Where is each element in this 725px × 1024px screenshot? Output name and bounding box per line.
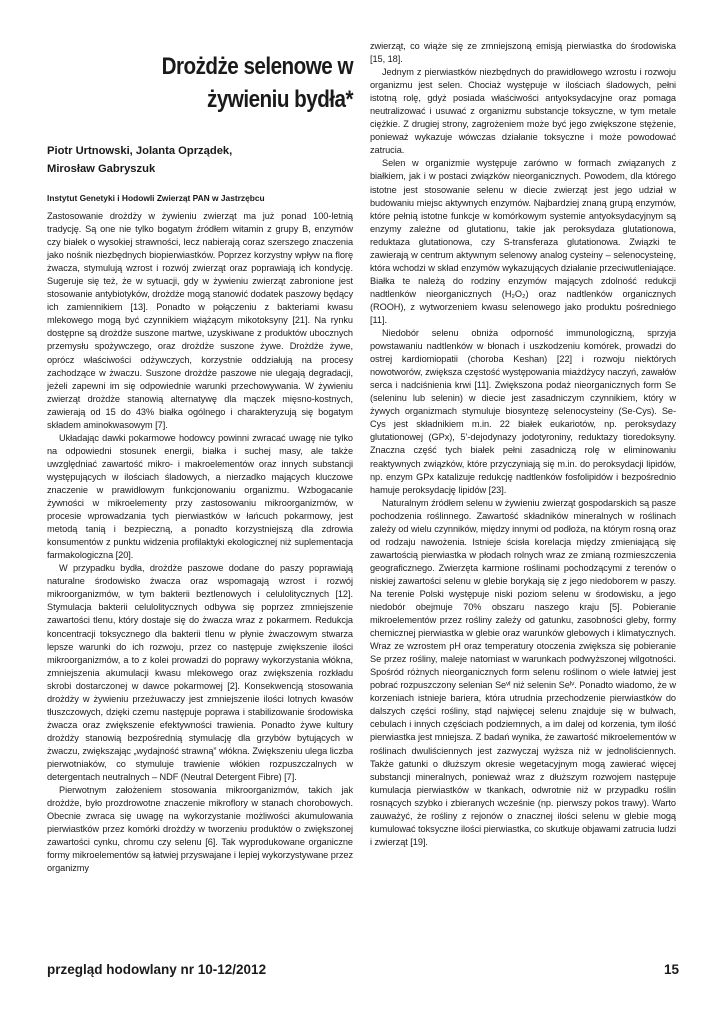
paragraph: Selen w organizmie występuje zarówno w formach związanych z białkiem, jak i w postaci związków nieorganicznych. Powodem, dla którego istotne jest stosowanie selenu w diecie zwierząt jest jego udział w budowaniu miejsc aktywnych enzymów. Najbardziej znaną grupą enzymów, które pełnią istotne funkcje w komórkowym systemie antyoksydacyjnym są enzymy zależne od glutationu, takie jak peroksydaza glutationowa, reduktaza glutationowa, czy S-transferaza glutationowa. Związki te zawierają w centrum aktywnym selenowy analog cysteiny – selenocysteinę, która wchodzi w skład enzymów wykazujących działanie przeciwutleniające. Białka te należą do rodziny enzymów mających zdolność redukcji nadtlenków nieorganicznych (H₂O₂) oraz nadtlenków organicznych (ROOH), z wytworzeniem kwasu selenowego jako produktu pośredniego [11]. (370, 158, 676, 325)
institute-affiliation: Instytut Genetyki i Hodowli Zwierząt PAN w Jastrzębcu (47, 193, 265, 203)
authors-line-1: Piotr Urtnowski, Jolanta Oprządek, (47, 145, 233, 157)
paragraph: Pierwotnym założeniem stosowania mikroorganizmów, takich jak drożdże, było prozdrowotne znaczenie mikroflory w stanach chorobowych. Obecnie zwraca się uwagę na wykorzystanie możliwości akumulowania pierwiastków przez komórki drożdży w tworzeniu produktów o zwiększonej zawartości cynku, chromu czy selenu [6]. Tak wyprodukowane organiczne formy mikroelementów są łatwiej przyswajane i lepiej wykorzystywane przez organizmy (47, 785, 353, 874)
title-line-1: Drożdże selenowe w (161, 53, 353, 80)
page-number: 15 (664, 962, 680, 977)
paragraph: zwierząt, co wiąże się ze zmniejszoną emisją pierwiastka do środowiska [15, 18]. (370, 41, 676, 65)
left-column (47, 38, 353, 875)
authors-line-2: Mirosław Gabryszuk (47, 163, 156, 175)
paragraph: W przypadku bydła, drożdże paszowe dodane do paszy poprawiają naturalne środowisko żwacza oraz wspomagają wzrost i rozwój mikroorganizmów, w tym bakterii beztlenowych i celulolitycznych [12]. Stymulacja bakterii celulolitycznych odbywa się poprzez zmniejszenie zawartości tlenu, który dostaje się do żwacza wraz z pokarmem. Redukcja koncentracji toksycznego dla bakterii tlenu w płynie żwaczowym stwarza lepsze warunki do ich rozwoju, przez co następuje zwiększenie ilości mikroorganizmów, a to z kolei prowadzi do poprawy wykorzystania włókna, zmniejszenia akumulacji kwasu mlekowego oraz zwiększenia rozkładu skrobi dostarczonej w dawce pokarmowej [2]. Konsekwencją stosowania drożdży w żywieniu przeżuwaczy jest zmniejszenie ilości lotnych kwasów tłuszczowych, dzięki czemu następuje poprawa i stabilizowanie środowiska żwacza oraz zwiększenie efektywności trawienia. Ponadto żywe kultury drożdży stanowią bezpośrednią stymulację dla grzybów bytujących w żwaczu, zwiększając „wydajność strawną” włókna. Zwiększeniu ulega liczba pierwotniaków, co stymuluje trawienie włókien rozpuszczalnych w detergentach neutralnych – NDF (Neutral Detergent Fibre) [7]. (47, 563, 353, 783)
paragraph: Układając dawki pokarmowe hodowcy powinni zwracać uwagę nie tylko na odpowiedni stosunek energii, białka i suchej masy, ale także uwzględniać zawartość mikro- i makroelementów oraz innych substancji występujących w ilościach śladowych, a nierzadko mających kluczowe znaczenie w prawidłowym funkcjonowaniu organizmu. Wzbogacanie żywności w mikroelementy przy zastosowaniu mikroorganizmów, w procesie wprowadzania tych pierwiastków w łańcuch pokarmowy, jest metodą tanią i bezpieczną, a ponadto korzystniejszą dla zdrowia konsumentów z punktu widzenia profilaktyki ekologicznej niż suplementacja farmakologiczna [20]. (47, 432, 353, 561)
article-title (90, 50, 353, 116)
paragraph: Zastosowanie drożdży w żywieniu zwierząt ma już ponad 100-letnią tradycję. Są one nie tylko bogatym źródłem witamin z grupy B, enzymów czy białek o wysokiej strawności, lecz nabierają coraz szerszego znaczenia jako nośnik niezbędnych biopierwiastków. Poprzez korzystny wpływ na florę żwacza, stymulują wzrost i rozwój zwierząt oraz poprawiają ich kondycję. Sugeruje się też, że w sytuacji, gdy w żywieniu zwierząt zabronione jest stosowanie antybiotyków, drożdże mogą stanowić dodatek paszowy będący ich zamiennikiem [13]. Ponadto w połączeniu z bakteriami kwasu mlekowego mogą być czynnikiem wiążącym mikotoksyny [21]. Na rynku dostępne są drożdże suszone martwe, uzyskiwane z produktów ubocznych przemysłu spożywczego, oraz drożdże suszone żywe. Drożdże żywe, oprócz właściwości odżywczych, korzystnie oddziałują na procesy zachodzące w żwaczu. Suszone drożdże paszowe nie ulegają degradacji, jeżeli zapewni im się odpowiednie warunki przechowywania. W żywieniu zwierząt drożdże stanowią alternatywę dla mączek mięsno-kostnych, zawierają od 15 do 43% białka ogólnego i charakteryzują się bogatym składem aminokwasowym [7]. (47, 211, 353, 430)
paragraph: Niedobór selenu obniża odporność immunologiczną, sprzyja powstawaniu nadtlenków w błonach i uszkodzeniu komórek, prowadzi do ostrej kardiomiopatii (choroba Keshan) [22] i rozwoju niektórych nowotworów, zwiększa częstość występowania miażdżycy naczyń, zawałów serca i nadciśnienia krwi [11]. Zwiększona podaż nieorganicznych form Se (seleninu lub selenin) w diecie jest zasadniczym czynnikiem, który w żywych organizmach stymuluje biosyntezę selenocysteiny (Se-Cys). Se-Cys jest składnikiem m.in. 22 białek eukariotów, np. peroksydazy glutationowej (GPx), 5’-dejodynazy jodotyroniny, reduktazy tioredoksyny. Znaczna część tych białek pełni zasadniczą rolę w eliminowaniu reaktywnych związków, które przyczyniają się m.in. do peroksydacji lipidów, np. enzym GPx katalizuje redukcję nadtlenków fosfolipidów i bezpośrednio hamuje peroksydację lipidów [23]. (370, 328, 676, 495)
title-line-2: żywieniu bydła* (207, 86, 353, 113)
right-column (370, 40, 676, 849)
paragraph: Naturalnym źródłem selenu w żywieniu zwierząt gospodarskich są pasze pochodzenia roślinnego. Zawartość składników mineralnych w roślinach zależy od wielu czynników, między innymi od podłoża, na którym rosną oraz od rodzaju nawożenia. Istnieje ścisła korelacja między zmieniającą się zawartością pierwiastka w płodach rolnych wraz ze zmianą rozmieszczenia geograficznego. Zwierzęta karmione roślinami pochodzącymi z terenów o niskiej zawartości selenu w glebie borykają się z jego niedoborem w paszy. Na terenie Polski występuje niski poziom selenu w środowisku, a jego niedobór obejmuje 70% obszaru naszego kraju [5]. Pobieranie mikroelementów przez rośliny zależy od gatunku, zasobności gleby, formy chemicznej pierwiastka w glebie oraz warunków glebowych i klimatycznych. Wraz ze wzrostem pH oraz temperatury otoczenia zwiększa się pobieranie Se przez rośliny, maleje natomiast w warunkach podwyższonej wilgotności. Spośród różnych nieorganicznych form selenu roślinom o wiele łatwiej jest pobrać rozpuszczony selenian Seᵛᴵ niż selenin Seᴵᵛ. Ponadto wiadomo, że w korzeniach istnieje bariera, która utrudnia przechodzenie pierwiastków do dalszych części rośliny, stąd najwięcej selenu znajduje się w bulwach, cebulach i innych częściach podziemnych, a im dalej od korzenia, tym ilość pierwiastka jest mniejsza. Z badań wynika, że zawartość mikroelementów w roślinach dwuliściennych jest zazwyczaj wyższa niż w jednoliściennych. Także gatunki o dłuższym okresie wegetacyjnym mogą zawierać więcej substancji mineralnych, ponieważ wraz z dłuższym rozwojem następuje kumulacja pierwiastków w tkankach, odwrotnie niż w przypadku roślin rosnących szybko i zbieranych wcześnie (np. pierwszy pokos trawy). Warto zauważyć, że rośliny z rejonów o znacznej ilości selenu w glebie mogą kumulować toksyczne ilości pierwiastka, co skutkuje objawami zatrucia ludzi i zwierząt [19]. (370, 497, 676, 847)
paragraph: Jednym z pierwiastków niezbędnych do prawidłowego wzrostu i rozwoju organizmu jest selen. Chociaż występuje w ilościach śladowych, pełni istotną rolę, gdyż posiada właściwości antyoksydacyjne oraz pomaga neutralizować i usuwać z organizmu substancje toksyczne, w tym metale ciężkie. Z drugiej strony, zagrożeniem może być jego zwiększone stężenie, ponieważ wykazuje wówczas działanie toksyczne i może powodować zatrucia. (370, 67, 676, 156)
authors (47, 142, 353, 178)
journal-footer: przegląd hodowlany nr 10-12/2012 (47, 962, 267, 977)
